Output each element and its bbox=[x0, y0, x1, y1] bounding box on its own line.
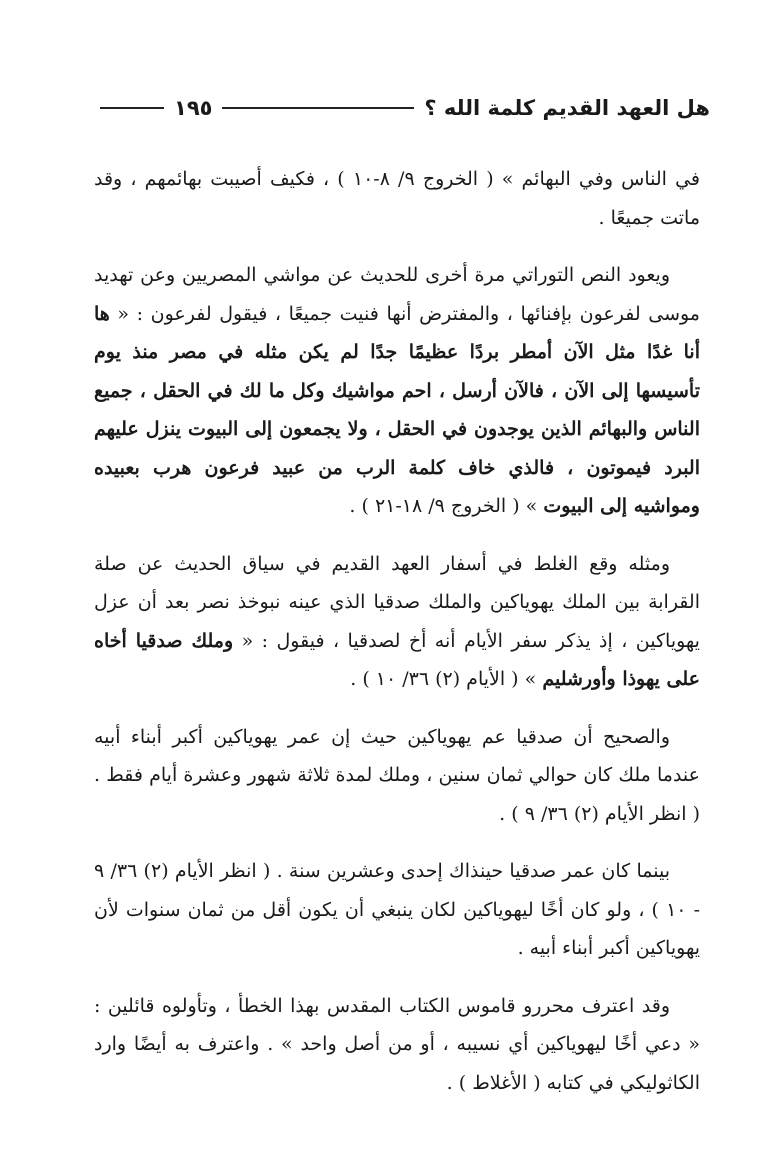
paragraph bbox=[94, 256, 700, 526]
paragraph bbox=[94, 160, 700, 237]
paragraph bbox=[94, 545, 700, 699]
header-rule bbox=[222, 107, 414, 109]
running-title: هل العهد القديم كلمة الله ؟ bbox=[424, 96, 710, 120]
header-rule-end bbox=[100, 107, 164, 109]
paragraph bbox=[94, 852, 700, 968]
running-header bbox=[100, 88, 710, 128]
citation: » ( الخروج ٩/ ١٨-٢١ ) . bbox=[349, 495, 544, 517]
paragraph bbox=[94, 987, 700, 1103]
citation: » ( الأيام (٢) ٣٦/ ١٠ ) . bbox=[350, 668, 543, 690]
paragraph-text: ويعود النص التوراتي مرة أخرى للحديث عن مواشي المصريين وعن تهديد موسى لفرعون بإفنائها ، والمفترض أنها فنيت جميعًا ، فيقول لفرعون : « bbox=[94, 264, 700, 325]
paragraph-text: ومثله وقع الغلط في أسفار العهد القديم في سياق الحديث عن صلة القرابة بين الملك يهوياكين والملك صدقيا الذي عينه نبوخذ نصر بعد أن عزل يهوياكين ، إذ يذكر سفر الأيام أنه أخ لصدقيا ، فيقول : « bbox=[94, 552, 700, 652]
body-text bbox=[94, 160, 700, 1121]
paragraph-text: بينما كان عمر صدقيا حينذاك إحدى وعشرين سنة . ( انظر الأيام (٢) ٣٦/ ٩ - ١٠ ) ، ولو كان أخًا ليهوياكين لكان ينبغي أن يكون أقل من ثمان سنوات لأن يهوياكين أكبر أبناء أبيه . bbox=[94, 860, 700, 959]
paragraph bbox=[94, 718, 700, 834]
page-number: ١٩٥ bbox=[174, 96, 213, 120]
scripture-quote: ها أنا غدًا مثل الآن أمطر بردًا عظيمًا جدًا لم يكن مثله في مصر منذ يوم تأسيسها إلى الآن ، فالآن أرسل ، احم مواشيك وكل ما لك في الحقل ، جميع الناس والبهائم الذين يوجدون في الحقل ، ولا يجمعون إلى البيوت ينزل عليهم البرد فيموتون ، فالذي خاف كلمة الرب من عبيد فرعون هرب بعبيده ومواشيه إلى البيوت bbox=[94, 302, 700, 517]
paragraph-text: والصحيح أن صدقيا عم يهوياكين حيث إن عمر يهوياكين أكبر أبناء أبيه عندما ملك كان حوالي ثمان سنين ، وملك لمدة ثلاثة شهور وعشرة أيام فقط . ( انظر الأيام (٢) ٣٦/ ٩ ) . bbox=[94, 725, 700, 825]
paragraph-text: وقد اعترف محررو قاموس الكتاب المقدس بهذا الخطأ ، وتأولوه قائلين : « دعي أخًا ليهوياكين أي نسيبه ، أو من أصل واحد » . واعترف به أيضًا وارد الكاثوليكي في كتابه ( الأغلاط ) . bbox=[94, 994, 700, 1094]
paragraph-text: في الناس وفي البهائم » ( الخروج ٩/ ٨-١٠ ) ، فكيف أصيبت بهائمهم ، وقد ماتت جميعًا . bbox=[94, 168, 700, 229]
scripture-quote: وملك صدقيا أخاه على يهوذا وأورشليم bbox=[94, 629, 700, 690]
